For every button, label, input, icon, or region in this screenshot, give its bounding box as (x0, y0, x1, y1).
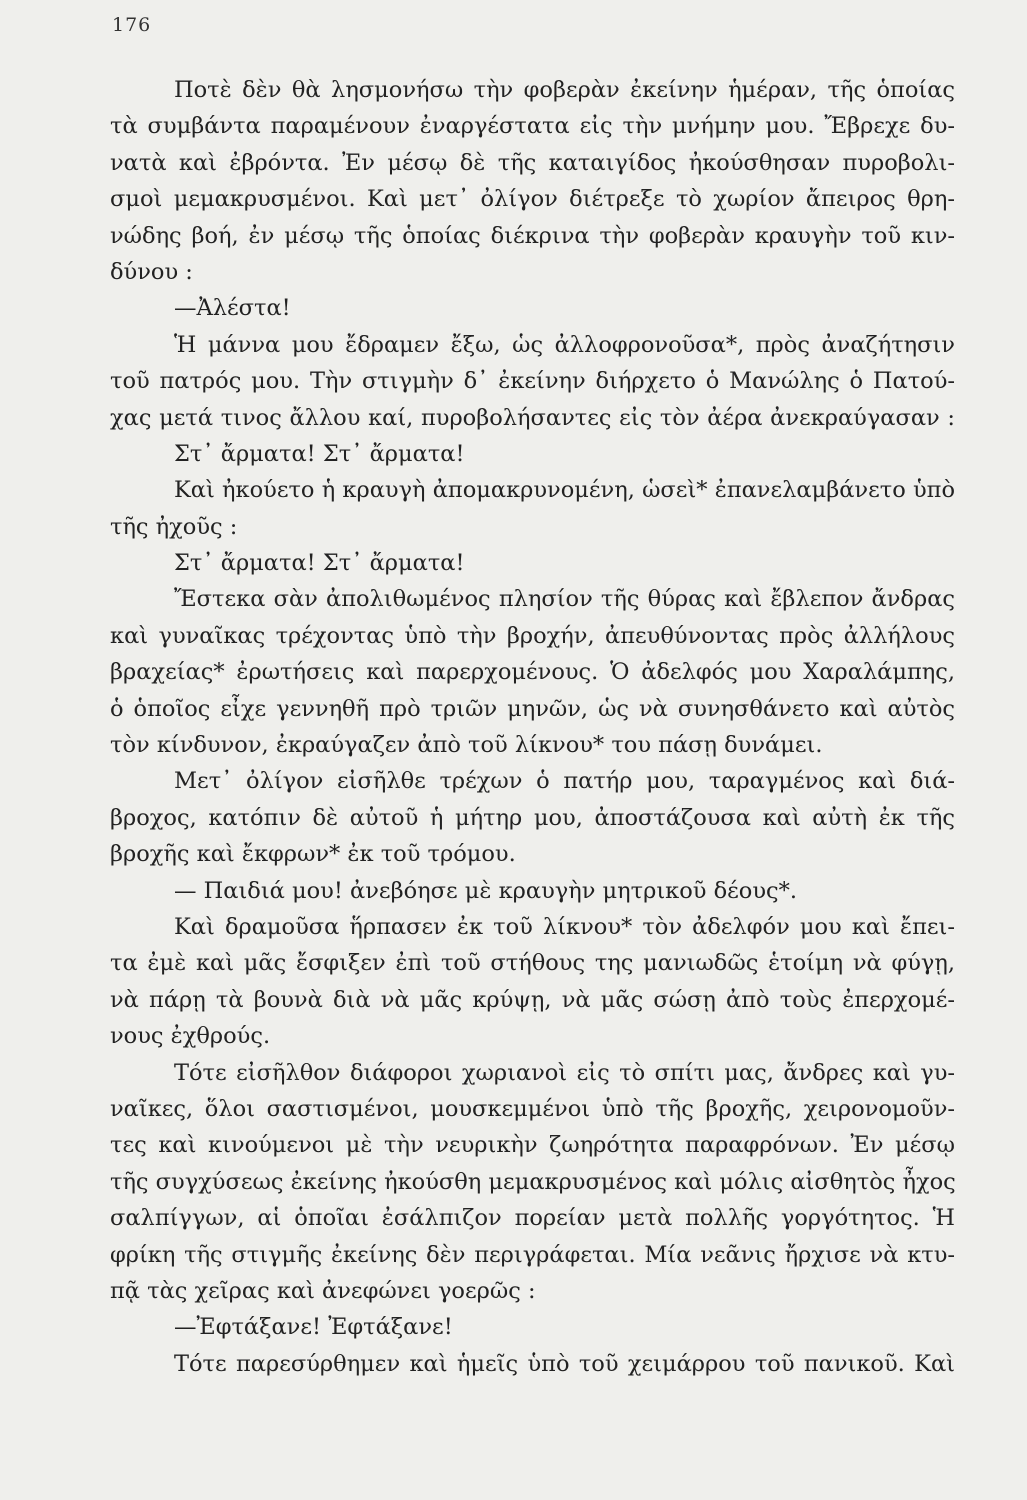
text-line: Ἡ μάννα μου ἔδραμεν ἔξω, ὡς ἀλλοφρονοῦσα*, πρὸς ἀναζήτησιν (174, 331, 955, 358)
text-line: τὰ συμβάντα παραμένουν ἐναργέστατα εἰς τὴν μνήμην μου. Ἔβρεχε δυ- (110, 113, 955, 140)
text-line: νὰ πάρῃ τὰ βουνὰ διὰ νὰ μᾶς κρύψῃ, νὰ μᾶς σώσῃ ἀπὸ τοὺς ἐπερχομέ- (110, 986, 955, 1013)
text-line: καὶ γυναῖκας τρέχοντας ὑπὸ τὴν βροχήν, ἀπευθύνοντας πρὸς ἀλλήλους (110, 622, 955, 649)
text-line: πᾷ τὰς χεῖρας καὶ ἀνεφώνει γοερῶς : (110, 1277, 536, 1304)
text-line: νους ἐχθρούς. (110, 1023, 271, 1050)
text-line: φρίκη τῆς στιγμῆς ἐκείνης δὲν περιγράφεται. Μία νεᾶνις ἤρχισε νὰ κτυ- (110, 1241, 955, 1268)
text-line: Τότε παρεσύρθημεν καὶ ἡμεῖς ὑπὸ τοῦ χειμάρρου τοῦ πανικοῦ. Καὶ (174, 1350, 955, 1377)
text-line: Καὶ δραμοῦσα ἥρπασεν ἐκ τοῦ λίκνου* τὸν ἀδελφόν μου καὶ ἔπει- (174, 913, 955, 940)
text-line: —Ἀλέστα! (174, 295, 291, 322)
text-line: σαλπίγγων, αἱ ὁποῖαι ἐσάλπιζον πορείαν μετὰ πολλῆς γοργότητος. Ἡ (110, 1205, 955, 1232)
text-line: δύνου : (110, 258, 193, 285)
text-line: νώδης βοή, ἐν μέσῳ τῆς ὁποίας διέκρινα τὴν φοβερὰν κραυγὴν τοῦ κιν- (110, 222, 955, 249)
text-line: βροχος, κατόπιν δὲ αὐτοῦ ἡ μήτηρ μου, ἀποστάζουσα καὶ αὐτὴ ἐκ τῆς (110, 804, 955, 831)
text-line: χας μετά τινος ἄλλου καί, πυροβολήσαντες εἰς τὸν ἀέρα ἀνεκραύγασαν : (110, 404, 955, 431)
text-line: βροχῆς καὶ ἔκφρων* ἐκ τοῦ τρόμου. (110, 841, 516, 868)
text-line: βραχείας* ἐρωτήσεις καὶ παρερχομένους. Ὁ ἀδελφός μου Χαραλάμπης, (110, 659, 955, 686)
text-line: τῆς ἠχοῦς : (110, 513, 238, 540)
text-line: τῆς συγχύσεως ἐκείνης ἠκούσθη μεμακρυσμένος καὶ μόλις αἰσθητὸς ἦχος (110, 1168, 956, 1195)
text-line: Μετ᾽ ὀλίγον εἰσῆλθε τρέχων ὁ πατήρ μου, ταραγμένος καὶ διά- (174, 768, 955, 795)
text-line: Στ᾽ ἄρματα! Στ᾽ ἄρματα! (174, 550, 465, 577)
page-number: 176 (112, 14, 152, 36)
text-line: ὁ ὁποῖος εἶχε γεννηθῆ πρὸ τριῶν μηνῶν, ὡς νὰ συνησθάνετο καὶ αὐτὸς (110, 695, 955, 722)
text-line: σμοὶ μεμακρυσμένοι. Καὶ μετ᾽ ὀλίγον διέτρεξε τὸ χωρίον ἄπειρος θρη- (110, 186, 955, 213)
text-line: τὸν κίνδυνον, ἐκραύγαζεν ἀπὸ τοῦ λίκνου* του πάσῃ δυνάμει. (110, 732, 823, 759)
text-line: Ἔστεκα σὰν ἀπολιθωμένος πλησίον τῆς θύρας καὶ ἔβλεπον ἄνδρας (174, 586, 955, 613)
text-line: — Παιδιά μου! ἀνεβόησε μὲ κραυγὴν μητρικοῦ δέους*. (174, 877, 798, 904)
text-line: Ποτὲ δὲν θὰ λησμονήσω τὴν φοβερὰν ἐκείνην ἡμέραν, τῆς ὁποίας (174, 77, 955, 103)
text-line: τα ἐμὲ καὶ μᾶς ἔσφιξεν ἐπὶ τοῦ στήθους της μανιωδῶς ἑτοίμη νὰ φύγῃ, (110, 950, 955, 977)
text-line: Τότε εἰσῆλθον διάφοροι χωριανοὶ εἰς τὸ σπίτι μας, ἄνδρες καὶ γυ- (174, 1059, 955, 1086)
body-text (110, 72, 955, 1382)
text-line: τες καὶ κινούμενοι μὲ τὴν νευρικὴν ζωηρότητα παραφρόνων. Ἐν μέσῳ (110, 1132, 955, 1159)
text-line: ναῖκες, ὅλοι σαστισμένοι, μουσκεμμένοι ὑπὸ τῆς βροχῆς, χειρονομοῦν- (110, 1095, 955, 1122)
text-line: νατὰ καὶ ἐβρόντα. Ἐν μέσῳ δὲ τῆς καταιγίδος ἠκούσθησαν πυροβολι- (110, 149, 955, 176)
text-line: —Ἐφτάξανε! Ἐφτάξανε! (174, 1314, 453, 1341)
text-line: Καὶ ἠκούετο ἡ κραυγὴ ἀπομακρυνομένη, ὡσεὶ* ἐπανελαμβάνετο ὑπὸ (174, 477, 955, 504)
text-line: τοῦ πατρός μου. Τὴν στιγμὴν δ᾽ ἐκείνην διήρχετο ὁ Μανώλης ὁ Πατού- (110, 368, 955, 395)
text-line: Στ᾽ ἄρματα! Στ᾽ ἄρματα! (174, 440, 465, 467)
